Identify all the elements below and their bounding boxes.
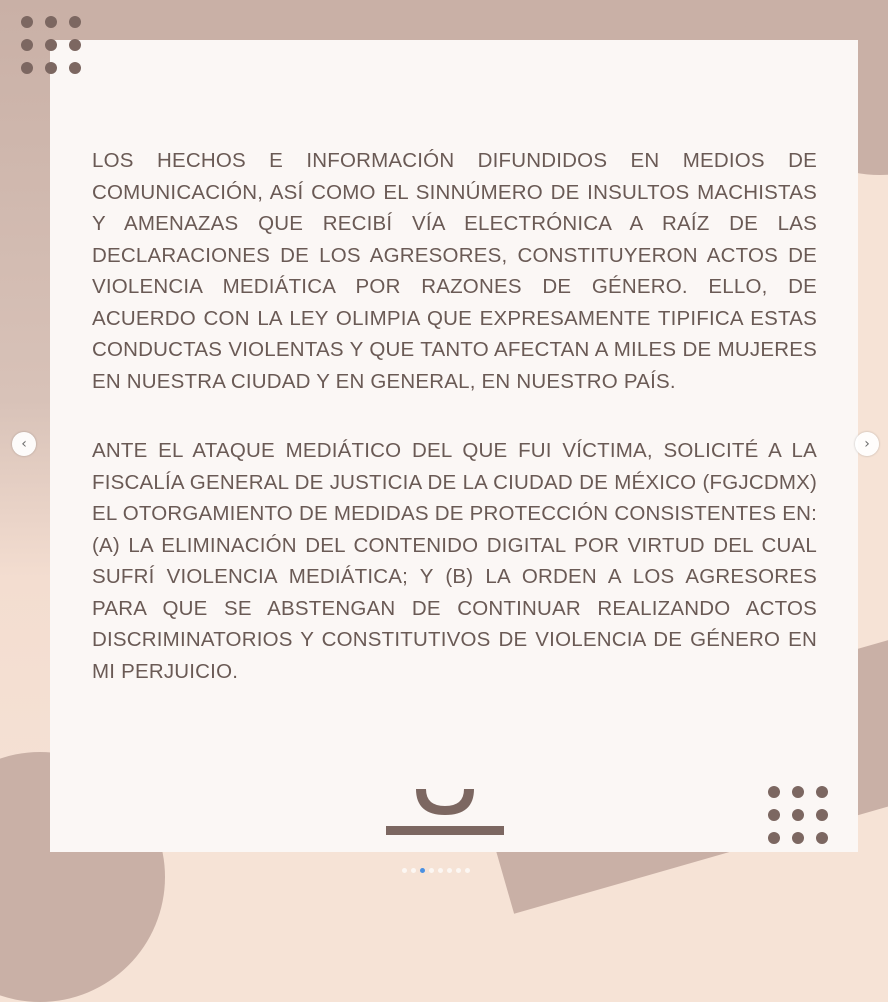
dot	[45, 16, 57, 28]
dot	[792, 832, 804, 844]
carousel-dot-3	[420, 868, 425, 873]
carousel-pagination	[402, 868, 470, 873]
carousel-dot-2	[411, 868, 416, 873]
carousel-dot-8	[465, 868, 470, 873]
dot	[45, 62, 57, 74]
carousel-next-button[interactable]: ›	[855, 432, 879, 456]
dot	[45, 39, 57, 51]
post-paragraph-2: ANTE EL ATAQUE MEDIÁTICO DEL QUE FUI VÍCTIMA, SOLICITÉ A LA FISCALÍA GENERAL DE JUSTICIA DE LA CIUDAD DE MÉXICO (FGJCDMX) EL OTORGAMIENTO DE MEDIDAS DE PROTECCIÓN CONSISTENTES EN: (A) LA ELIMINACIÓN DEL CONTENIDO DIGITAL POR VIRTUD DEL CUAL SUFRÍ VIOLENCIA MEDIÁTICA; Y (B) LA ORDEN A LOS AGRESORES PARA QUE SE ABSTENGAN DE CONTINUAR REALIZANDO ACTOS DISCRIMINATORIOS Y CONSTITUTIVOS DE VIOLENCIA DE GÉNERO EN MI PERJUICIO.	[92, 439, 817, 683]
dot	[768, 832, 780, 844]
dot	[69, 62, 81, 74]
dot	[792, 786, 804, 798]
dot	[21, 39, 33, 51]
dot	[768, 809, 780, 821]
carousel-dot-5	[438, 868, 443, 873]
dot	[816, 786, 828, 798]
dot	[816, 809, 828, 821]
dot	[69, 39, 81, 51]
carousel-dot-4	[429, 868, 434, 873]
dot	[69, 16, 81, 28]
carousel-dot-7	[456, 868, 461, 873]
dot	[21, 62, 33, 74]
post-paragraph-1: LOS HECHOS E INFORMACIÓN DIFUNDIDOS EN MEDIOS DE COMUNICACIÓN, ASÍ COMO EL SINNÚMERO DE INSULTOS MACHISTAS Y AMENAZAS QUE RECIBÍ VÍA ELECTRÓNICA A RAÍZ DE LAS DECLARACIONES DE LOS AGRESORES, CONSTITUYERON ACTOS DE VIOLENCIA MEDIÁTICA POR RAZONES DE GÉNERO. ELLO, DE ACUERDO CON LA LEY OLIMPIA QUE EXPRESAMENTE TIPIFICA ESTAS CONDUCTAS VIOLENTAS Y QUE TANTO AFECTAN A MILES DE MUJERES EN NUESTRA CIUDAD Y EN GENERAL, EN NUESTRO PAÍS.	[92, 149, 817, 393]
carousel-prev-button[interactable]: ‹	[12, 432, 36, 456]
dot	[21, 16, 33, 28]
decorative-dots-bottom-right	[768, 786, 828, 844]
dot	[768, 786, 780, 798]
carousel-dot-1	[402, 868, 407, 873]
dot	[816, 832, 828, 844]
brand-logo-icon	[386, 785, 504, 839]
decorative-dots-top-left	[21, 16, 81, 74]
dot	[792, 809, 804, 821]
carousel-dot-6	[447, 868, 452, 873]
